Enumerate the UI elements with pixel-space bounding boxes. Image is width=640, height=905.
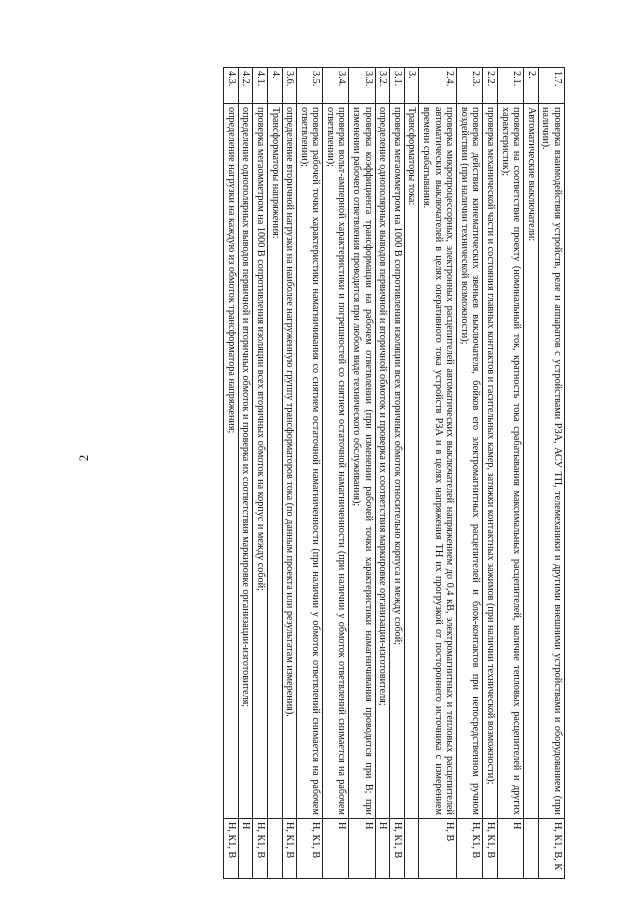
- table-row: [404, 68, 419, 879]
- row-text: определение однополярных выводов первичной и вторичной обмоток и проверка их соответствия маркировке организации-изготовителя;: [375, 104, 390, 819]
- row-number: 3.3.: [349, 68, 375, 104]
- row-text: проверка коэффициента трансформации на рабочем ответвлении (при изменении рабочей точки характеристики намагничивания проводится при В; при изменении рабочего ответвления проводится при любом виде технического обслуживания);: [349, 104, 375, 819]
- table-row: [282, 68, 297, 879]
- row-number: 3.2.: [375, 68, 390, 104]
- row-number: 2.1.: [498, 68, 524, 104]
- row-number: 2.3.: [457, 68, 483, 104]
- row-code: Н: [375, 819, 390, 879]
- row-text: проверка действия кинематических звеньев выключателя, бойков его электромагнитных расцепителей и блок-контактов при непосредственном ручном воздействии (при наличии технической возможности);: [457, 104, 483, 819]
- table-row: [297, 68, 323, 879]
- row-code: Н, К1, В: [224, 819, 239, 879]
- row-number: 4.2.: [238, 68, 253, 104]
- row-text: проверка на соответствие проекту (номинальный ток, кратность тока срабатывания максимальных расцепителей, наличие тепловых расцепителей и других характеристик);: [498, 104, 524, 819]
- row-code: Н, К1, В: [282, 819, 297, 879]
- row-number: 2.: [524, 68, 539, 104]
- row-text: проверка механической части и состояния главных контактов и гасительных камер, затяжки контактных зажимов (при наличии технической возможности);: [483, 104, 498, 819]
- requirements-table-rotated: [115, 67, 565, 879]
- table-row: [349, 68, 375, 879]
- row-code: Н, К1, В: [457, 819, 483, 879]
- table-row: [267, 68, 282, 879]
- row-code: [267, 819, 282, 879]
- row-number: 3.5.: [297, 68, 323, 104]
- requirements-table: [223, 67, 565, 879]
- row-number: 2.4.: [419, 68, 457, 104]
- row-code: Н: [238, 819, 253, 879]
- table-row: [253, 68, 268, 879]
- row-text: Автоматические выключатели:: [524, 104, 539, 819]
- row-code: Н, К1, В: [253, 819, 268, 879]
- table-row: [375, 68, 390, 879]
- row-number: 3.6.: [282, 68, 297, 104]
- table-row: [238, 68, 253, 879]
- row-text: определение однополярных выводов первичной и вторичных обмоток и проверка их соответствия маркировке организации-изготовителя;: [238, 104, 253, 819]
- table-row: [390, 68, 405, 879]
- row-text: определение нагрузки на каждую из обмоток трансформатора напряжения;: [224, 104, 239, 819]
- row-code: Н, К1, В: [483, 819, 498, 879]
- row-number: 3.1.: [390, 68, 405, 104]
- table-row: [538, 68, 564, 879]
- row-number: 4.: [267, 68, 282, 104]
- row-code: Н, К1, В: [297, 819, 323, 879]
- table-row: [457, 68, 483, 879]
- row-text: определение вторичной нагрузки на наиболее нагруженную группу трансформаторов тока (по данным проекта или результатам измерения).: [282, 104, 297, 819]
- row-number: 3.4.: [323, 68, 349, 104]
- page-number: 2: [76, 454, 91, 462]
- table-row: [498, 68, 524, 879]
- requirements-table-body: [224, 68, 565, 879]
- row-code: Н, К1, В: [390, 819, 405, 879]
- table-row: [323, 68, 349, 879]
- row-number: 3.: [404, 68, 419, 104]
- row-code: Н: [323, 819, 349, 879]
- row-code: Н, К1, В, К: [538, 819, 564, 879]
- table-row: [524, 68, 539, 879]
- row-number: 4.1.: [253, 68, 268, 104]
- row-code: [524, 819, 539, 879]
- table-row: [419, 68, 457, 879]
- row-text: проверка мегаомметром на 1000 В сопротивления изоляции всех вторичных обмоток на корпус и между собой;: [253, 104, 268, 819]
- row-code: Н: [349, 819, 375, 879]
- row-text: проверка взаимодействия устройств, реле и аппаратов с устройствами РЗА, АСУ ТП, телемеханики и другими внешними устройствами и оборудованием (при наличии).: [538, 104, 564, 819]
- table-row: [483, 68, 498, 879]
- row-number: 2.2.: [483, 68, 498, 104]
- row-text: Трансформаторы напряжения:: [267, 104, 282, 819]
- row-number: 4.3.: [224, 68, 239, 104]
- row-code: Н, В: [419, 819, 457, 879]
- row-number: 1.7.: [538, 68, 564, 104]
- row-text: проверка микропроцессорных, электронных расцепителей автоматических выключателей напряжением до 0,4 кВ, электромагнитных и тепловых расцепителей автоматических выключателей в целях оперативного тока устройств РЗА и в целях напряжения ТН их прогрузкой от постороннего источника с измерением времени срабатывания.: [419, 104, 457, 819]
- row-text: проверка вольт-амперной характеристики и погрешностей со снятием остаточной намагниченности (при наличии у обмоток ответвлений снимается на рабочем ответвлении);: [323, 104, 349, 819]
- row-text: проверка рабочей точки характеристики намагничивания со снятием остаточной намагниченности (при наличии у обмоток ответвлений снимается на рабочем ответвлении);: [297, 104, 323, 819]
- row-code: [404, 819, 419, 879]
- row-text: Трансформаторы тока:: [404, 104, 419, 819]
- table-row: [224, 68, 239, 879]
- row-text: проверка мегаомметром на 1000 В сопротивления изоляции всех вторичных обмоток относительно корпуса и между собой;: [390, 104, 405, 819]
- row-code: Н: [498, 819, 524, 879]
